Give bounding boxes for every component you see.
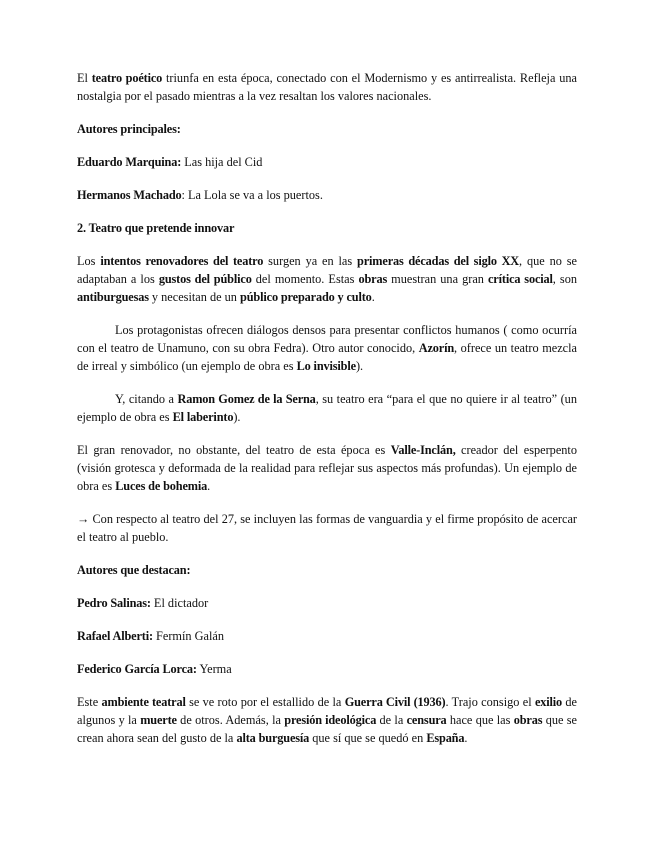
text-run: , que no se adaptaban a los xyxy=(77,254,577,286)
paragraph-gomez-de-la-serna xyxy=(77,390,577,426)
work-title: Las hija del Cid xyxy=(181,155,263,169)
text-run: creador del esperpento (visión grotesca y deformada de la realidad para reflejar sus aspectos más profundas). Un ejemplo de obra es xyxy=(77,443,578,493)
bold-run: crítica social xyxy=(488,272,553,286)
bold-run: muerte xyxy=(140,713,177,727)
bold-run: primeras décadas del siglo XX xyxy=(357,254,520,268)
text-run: Los protagonistas ofrecen diálogos densos para presentar conflictos humanos ( como ocurría con el teatro de Unamuno, con su obra Fedra). Otro autor conocido, xyxy=(77,323,577,355)
text-run: se ve roto por el estallido de la xyxy=(185,695,345,709)
document-page xyxy=(77,69,577,762)
text-run: de otros. Además, la xyxy=(176,713,285,727)
bold-run: Ramon Gomez de la Serna xyxy=(177,392,316,406)
text-run: del momento. Estas xyxy=(251,272,359,286)
text-run: de la xyxy=(376,713,407,727)
bold-run: censura xyxy=(406,713,447,727)
text-run: . xyxy=(464,731,468,745)
text-run: . xyxy=(207,479,211,493)
bold-run: Luces de bohemia xyxy=(115,479,208,493)
author-name: Hermanos Machado xyxy=(77,188,182,202)
paragraph-guerra-civil xyxy=(77,693,577,747)
bold-run: Valle-Inclán, xyxy=(390,443,456,457)
bold-run: Azorín xyxy=(418,341,455,355)
paragraph-valle-inclan xyxy=(77,441,577,495)
bold-run: España xyxy=(426,731,465,745)
bold-run: Autores que destacan: xyxy=(77,563,191,577)
author-machado xyxy=(77,186,577,204)
author-lorca xyxy=(77,660,577,678)
bold-run: El laberinto xyxy=(172,410,234,424)
text-run: → Con respecto al teatro del 27, se incluyen las formas de vanguardia y el firme propósito de acercar el teatro al pueblo. xyxy=(77,512,577,544)
text-run: surgen ya en las xyxy=(263,254,358,268)
text-run: ). xyxy=(233,410,241,424)
text-run: . Trajo consigo el xyxy=(445,695,535,709)
bold-run: público preparado y culto xyxy=(240,290,372,304)
bold-run: Lo invisible xyxy=(296,359,356,373)
text-run: , son xyxy=(552,272,577,286)
bold-run: exilio xyxy=(534,695,563,709)
heading-autores-principales xyxy=(77,120,577,138)
author-alberti xyxy=(77,627,577,645)
work-title: Fermín Galán xyxy=(152,629,224,643)
bold-run: intentos renovadores del teatro xyxy=(100,254,264,268)
text-run: que sí que se quedó en xyxy=(309,731,427,745)
bold-run: alta burguesía xyxy=(236,731,310,745)
text-run: Y, citando a xyxy=(115,392,178,406)
bold-run: obras xyxy=(513,713,543,727)
paragraph-teatro-del-27 xyxy=(77,510,577,546)
text-run: , ofrece un teatro mezcla de irreal y simbólico (un ejemplo de obra es xyxy=(77,341,578,373)
bold-run: 2. Teatro que pretende innovar xyxy=(77,221,235,235)
author-name: Eduardo Marquina: xyxy=(77,155,182,169)
text-run: , su teatro era “para el que no quiere ir al teatro” (un ejemplo de obra es xyxy=(77,392,577,424)
text-run: Los xyxy=(77,254,101,268)
text-run: y necesitan de un xyxy=(148,290,241,304)
paragraph-protagonistas xyxy=(77,321,577,375)
text-run: El xyxy=(77,71,92,85)
author-marquina xyxy=(77,153,577,171)
paragraph-teatro-poetico xyxy=(77,69,577,105)
text-run: muestran una gran xyxy=(387,272,488,286)
bold-run: presión ideológica xyxy=(284,713,377,727)
text-run: hace que las xyxy=(446,713,514,727)
work-title: : La Lola se va a los puertos. xyxy=(181,188,323,202)
text-run: . xyxy=(371,290,375,304)
text-run: de algunos y la xyxy=(77,695,577,727)
author-salinas xyxy=(77,594,577,612)
heading-autores-que-destacan xyxy=(77,561,577,579)
text-run: Este xyxy=(77,695,102,709)
bold-run: obras xyxy=(358,272,388,286)
bold-run: teatro poético xyxy=(91,71,163,85)
bold-run: Guerra Civil (1936) xyxy=(344,695,446,709)
bold-run: ambiente teatral xyxy=(101,695,186,709)
bold-run: gustos del público xyxy=(158,272,252,286)
author-name: Rafael Alberti: xyxy=(77,629,153,643)
text-run: ). xyxy=(355,359,364,373)
author-name: Pedro Salinas: xyxy=(77,596,151,610)
work-title: El dictador xyxy=(150,596,209,610)
section-heading-2 xyxy=(77,219,577,237)
paragraph-intentos-renovadores xyxy=(77,252,577,306)
text-run: triunfa en esta época, conectado con el Modernismo y es antirrealista. Refleja una nostalgia por el pasado mientras a la vez resaltan los valores nacionales. xyxy=(77,71,577,103)
text-run: El gran renovador, no obstante, del teatro de esta época es xyxy=(77,443,391,457)
bold-run: Autores principales: xyxy=(77,122,181,136)
bold-run: antiburguesas xyxy=(77,290,149,304)
text-run: que se crean ahora sean del gusto de la xyxy=(77,713,578,745)
work-title: Yerma xyxy=(196,662,232,676)
author-name: Federico García Lorca: xyxy=(77,662,197,676)
